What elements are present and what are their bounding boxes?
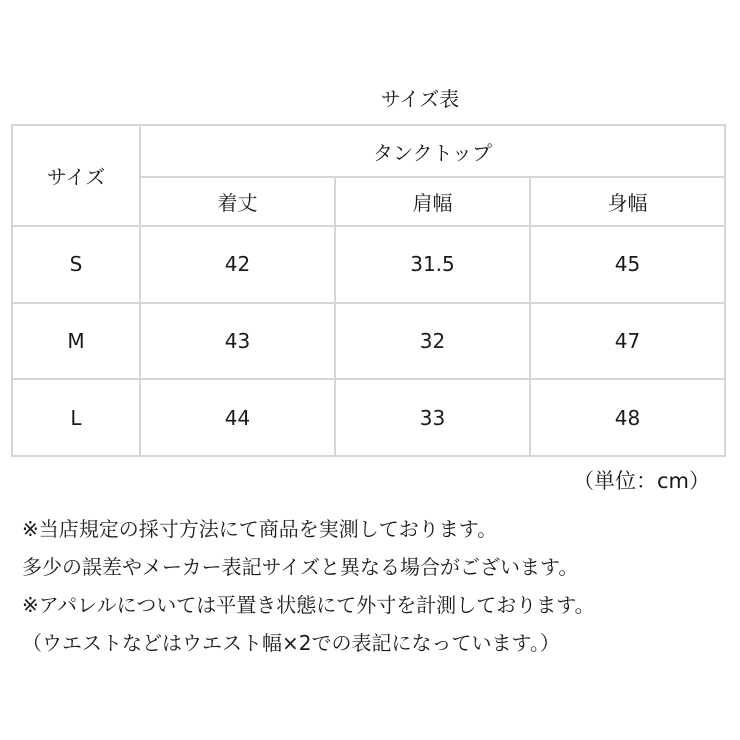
table-cell: 42 bbox=[140, 226, 335, 303]
table-row bbox=[12, 226, 725, 303]
table-row bbox=[12, 303, 725, 380]
table-header-row bbox=[12, 125, 725, 177]
group-header-cell: タンクトップ bbox=[140, 125, 725, 177]
table-cell: 33 bbox=[335, 379, 530, 456]
notes bbox=[22, 510, 722, 662]
column-header-width: 身幅 bbox=[530, 177, 725, 225]
note-line: ※当店規定の採寸方法にて商品を実測しております。 bbox=[22, 517, 498, 541]
table-cell: 47 bbox=[530, 303, 725, 380]
note-line: （ウエストなどはウエスト幅×2での表記になっています。） bbox=[22, 631, 560, 655]
size-header-cell: サイズ bbox=[12, 125, 140, 226]
column-header-shoulder: 肩幅 bbox=[335, 177, 530, 225]
note-line: ※アパレルについては平置き状態にて外寸を計測しております。 bbox=[22, 593, 595, 617]
table-cell: 44 bbox=[140, 379, 335, 456]
table-cell: 32 bbox=[335, 303, 530, 380]
size-label: L bbox=[12, 379, 140, 456]
size-table bbox=[11, 124, 726, 457]
size-label: S bbox=[12, 226, 140, 303]
table-cell: 48 bbox=[530, 379, 725, 456]
table-cell: 45 bbox=[530, 226, 725, 303]
column-header-length: 着丈 bbox=[140, 177, 335, 225]
table-cell: 31.5 bbox=[335, 226, 530, 303]
table-row bbox=[12, 379, 725, 456]
size-label: M bbox=[12, 303, 140, 380]
note-line: 多少の誤差やメーカー表記サイズと異なる場合がございます。 bbox=[22, 555, 579, 579]
unit-label: （単位：cm） bbox=[572, 469, 710, 493]
page-title: サイズ表 bbox=[380, 87, 460, 111]
table-cell: 43 bbox=[140, 303, 335, 380]
